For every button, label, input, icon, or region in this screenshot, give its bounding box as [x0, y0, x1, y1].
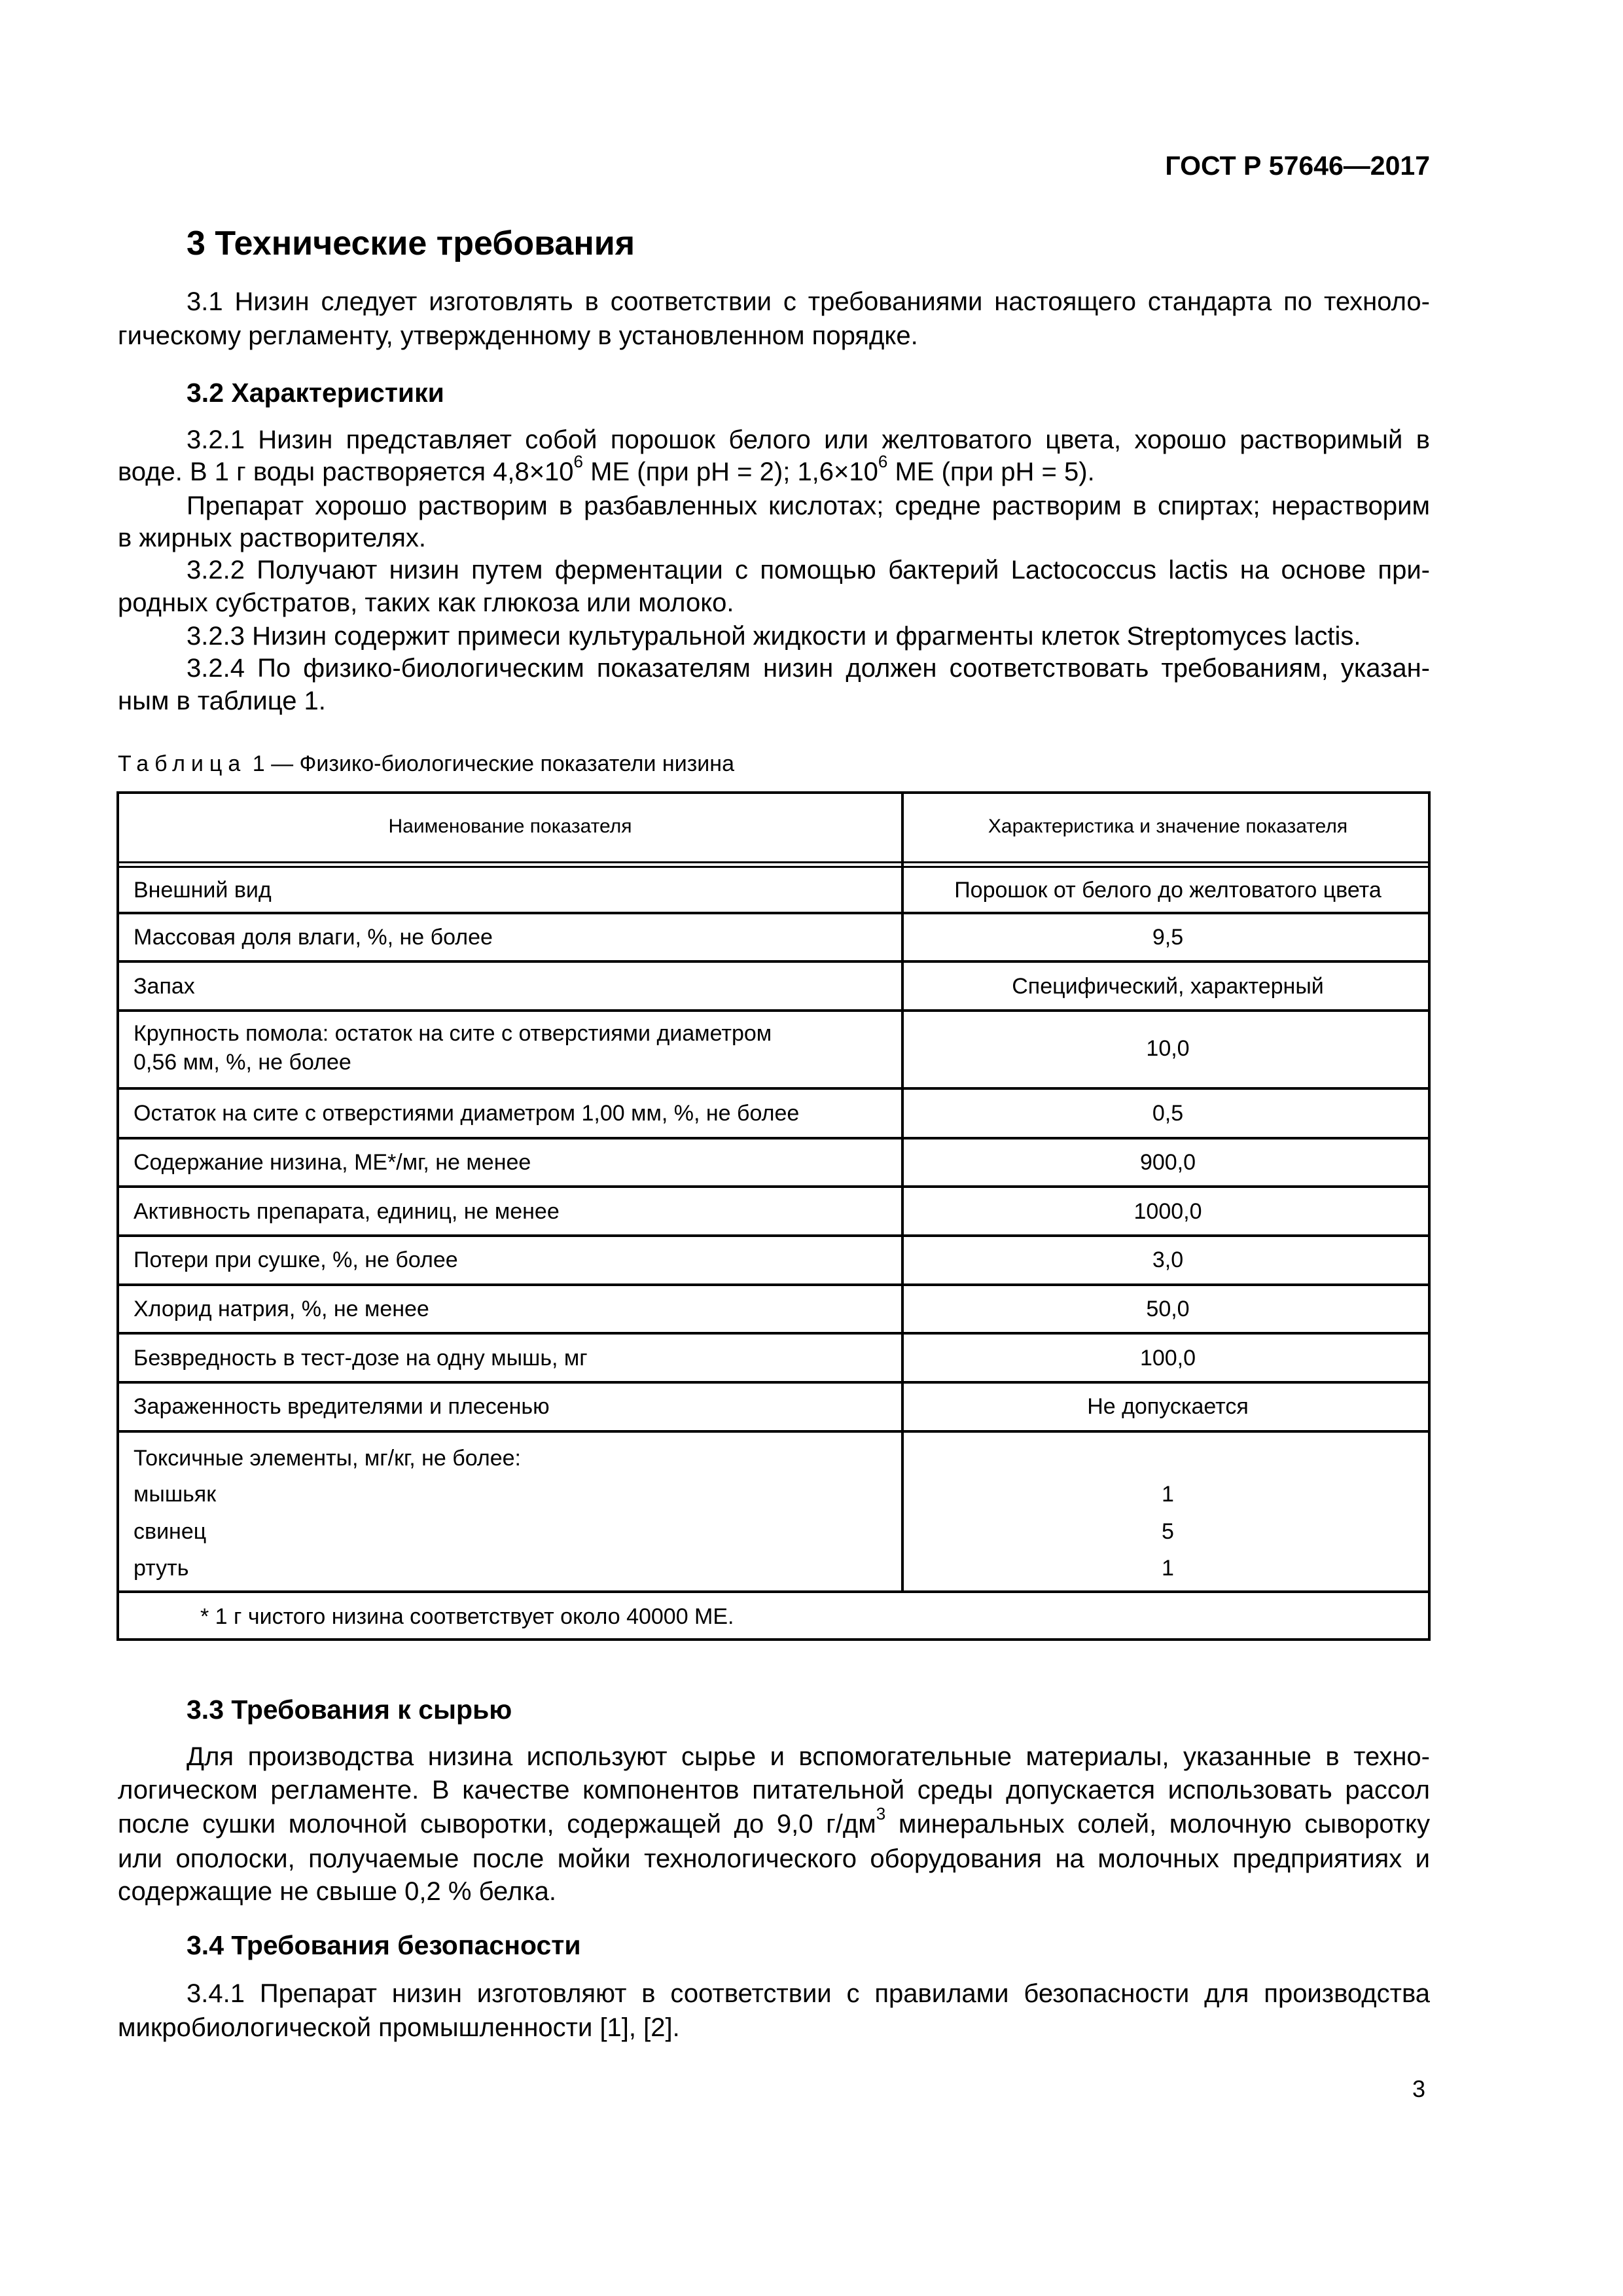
row-value: Не допускается [1087, 1394, 1249, 1419]
row-name-line: 0,56 мм, %, не более [134, 1050, 351, 1075]
row-rule [116, 1185, 1431, 1188]
text-line: родных субстратов, таких как глюкоза или молоко. [118, 588, 734, 617]
row-name: Внешний вид [134, 878, 272, 903]
column-divider [901, 791, 904, 1592]
caption-label: Таблица [118, 751, 247, 776]
row-name: Остаток на сите с отверстиями диаметром 1,00 мм, %, не более [134, 1101, 800, 1126]
row-rule [116, 1137, 1431, 1139]
text: МЕ (при pH = 2); 1,6×10 [583, 457, 878, 486]
text-line: гическому регламенту, утвержденному в установленном порядке. [118, 321, 918, 350]
row-name: Массовая доля влаги, %, не более [134, 925, 493, 950]
text-line: Для производства низина используют сырье и вспомогательные материалы, указанные в техно- [187, 1742, 1430, 1771]
row-rule [116, 1087, 1431, 1090]
table-caption [118, 749, 734, 778]
row-name: Зараженность вредителями и плесенью [134, 1394, 550, 1419]
row-value: 1000,0 [1133, 1199, 1202, 1224]
table-border-top [116, 791, 1431, 794]
row-name-line: Крупность помола: остаток на сите с отверстиями диаметром [134, 1021, 772, 1046]
superscript: 3 [876, 1804, 886, 1824]
toxic-element-name: ртуть [134, 1556, 189, 1581]
row-rule [116, 1381, 1431, 1384]
row-rule [116, 960, 1431, 963]
text: воде. В 1 г воды растворяется 4,8×10 [118, 457, 574, 486]
text: МЕ (при pH = 5). [887, 457, 1095, 486]
row-value: 3,0 [1152, 1247, 1184, 1272]
row-name: Безвредность в тест-дозе на одну мышь, мг [134, 1346, 588, 1371]
table-physico-biological-indicators [116, 791, 1431, 1641]
text-line: 3.2.4 По физико-биологическим показателям низин должен соответствовать требованиям, указан- [187, 654, 1430, 683]
subsection-heading-3-4: 3.4 Требования безопасности [187, 1930, 581, 1960]
row-value: Порошок от белого до желтоватого цвета [954, 878, 1382, 903]
toxic-elements-title: Токсичные элементы, мг/кг, не более: [134, 1446, 521, 1471]
text-line [118, 452, 1430, 488]
subsection-heading-3-3: 3.3 Требования к сырью [187, 1695, 512, 1725]
text: минеральных солей, молочную сыворотку [885, 1810, 1431, 1839]
row-name: Запах [134, 974, 195, 999]
row-name: Содержание низина, МЕ*/мг, не менее [134, 1150, 531, 1175]
row-rule [116, 1430, 1431, 1433]
text: после сушки молочной сыворотки, содержащей до 9,0 г/дм [118, 1810, 876, 1839]
toxic-element-name: мышьяк [134, 1482, 217, 1507]
text-line: микробиологической промышленности [1], [2]. [118, 2013, 680, 2042]
header-rule-1 [116, 861, 1431, 863]
toxic-element-name: свинец [134, 1519, 207, 1544]
text-line: содержащие не свыше 0,2 % белка. [118, 1877, 557, 1906]
text-line: или ополоски, получаемые после мойки технологического оборудования на молочных предприятиях и [118, 1844, 1430, 1873]
text-line: 3.2.2 Получают низин путем ферментации с помощью бактерий Lactococcus lactis на основе при- [187, 556, 1430, 584]
table-footnote: * 1 г чистого низина соответствует около 40000 МЕ. [200, 1604, 734, 1629]
row-value: 10,0 [1146, 1036, 1190, 1061]
toxic-element-value: 5 [1162, 1519, 1174, 1544]
superscript: 6 [573, 452, 584, 472]
caption-text: 1 — Физико-биологические показатели низина [246, 751, 734, 776]
row-name: Активность препарата, единиц, не менее [134, 1199, 560, 1224]
row-value: 100,0 [1139, 1346, 1196, 1371]
text-line: 3.1 Низин следует изготовлять в соответствии с требованиями настоящего стандарта по техноло- [187, 287, 1430, 316]
row-value: 9,5 [1152, 925, 1184, 950]
row-value: 900,0 [1139, 1150, 1196, 1175]
row-rule [116, 1332, 1431, 1335]
text-line [118, 1804, 1431, 1840]
page-number: 3 [1412, 2075, 1426, 2102]
row-rule [116, 912, 1431, 914]
text-line: 3.2.1 Низин представляет собой порошок белого или желтоватого цвета, хорошо растворимый в [187, 425, 1430, 454]
toxic-element-value: 1 [1162, 1482, 1174, 1507]
column-header-name: Наименование показателя [388, 816, 632, 837]
text-line: логическом регламенте. В качестве компонентов питательной среды допускается использовать рассол [118, 1776, 1430, 1804]
column-header-value: Характеристика и значение показателя [988, 816, 1348, 837]
row-name: Потери при сушке, %, не более [134, 1247, 458, 1272]
subsection-heading-3-2: 3.2 Характеристики [187, 378, 444, 408]
row-rule [116, 1234, 1431, 1237]
text-line: в жирных растворителях. [118, 524, 427, 552]
section-title: 3 Технические требования [187, 224, 635, 262]
row-rule [116, 1009, 1431, 1012]
table-border-left [116, 791, 119, 1641]
row-name: Хлорид натрия, %, не менее [134, 1297, 429, 1321]
table-border-bottom [116, 1638, 1431, 1641]
row-value: Специфический, характерный [1012, 974, 1324, 999]
row-value: 0,5 [1152, 1101, 1184, 1126]
document-code-header: ГОСТ Р 57646—2017 [1165, 151, 1430, 181]
text-line: Препарат хорошо растворим в разбавленных кислотах; средне растворим в спиртах; нерастворим [187, 492, 1430, 520]
toxic-element-value: 1 [1162, 1556, 1174, 1581]
text-line: 3.4.1 Препарат низин изготовляют в соответствии с правилами безопасности для производства [187, 1979, 1430, 2008]
text-line: ным в таблице 1. [118, 687, 326, 715]
row-rule [116, 1283, 1431, 1286]
text-line: 3.2.3 Низин содержит примеси культуральной жидкости и фрагменты клеток Streptomyces lactis. [187, 622, 1361, 651]
header-rule-2 [116, 866, 1431, 868]
superscript: 6 [878, 452, 888, 472]
row-value: 50,0 [1146, 1297, 1190, 1321]
row-rule [116, 1590, 1431, 1593]
